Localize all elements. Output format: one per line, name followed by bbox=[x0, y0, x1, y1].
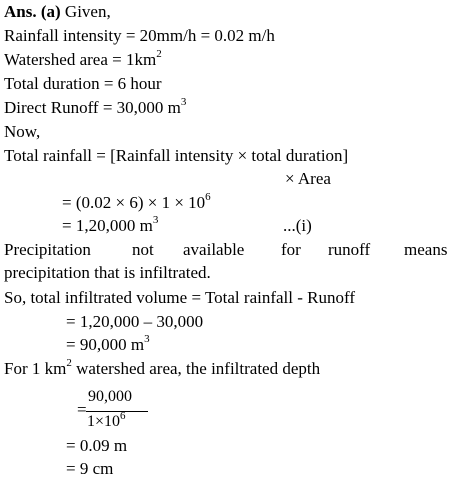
fraction-numerator: 90,000 bbox=[88, 388, 132, 405]
depth-meters: = 0.09 m bbox=[66, 436, 128, 455]
answer-label: Ans. (a) bbox=[4, 2, 61, 21]
rainfall-result bbox=[62, 216, 158, 236]
infiltrated-substitution: = 1,20,000 – 30,000 bbox=[66, 312, 204, 331]
answer-heading bbox=[4, 2, 111, 22]
rainfall-substitution bbox=[62, 193, 211, 213]
rainfall-intensity-line: Rainfall intensity = 20mm/h = 0.02 m/h bbox=[4, 26, 275, 45]
infiltrated-result-exponent: 3 bbox=[144, 333, 150, 346]
watershed-area-exponent: 2 bbox=[156, 48, 162, 61]
infiltrated-definition: precipitation that is infiltrated. bbox=[4, 263, 211, 282]
depth-centimeters: = 9 cm bbox=[66, 459, 114, 478]
rainfall-result-text: = 1,20,000 m bbox=[62, 216, 153, 235]
depth-fraction bbox=[77, 388, 157, 436]
fraction-equals: = bbox=[77, 400, 87, 419]
direct-runoff-line bbox=[4, 98, 186, 118]
word-precipitation: Precipitation bbox=[4, 240, 91, 259]
direct-runoff-exponent: 3 bbox=[180, 96, 187, 109]
denominator-text: 1×10 bbox=[87, 413, 121, 430]
infiltrated-result-text: = 90,000 m bbox=[66, 335, 145, 354]
given-label: Given, bbox=[60, 2, 111, 21]
rainfall-result-exponent: 3 bbox=[152, 214, 159, 227]
watershed-area-line bbox=[4, 50, 162, 70]
total-rainfall-formula: Total rainfall = [Rainfall intensity × total duration] bbox=[4, 146, 349, 165]
area-multiplier: × Area bbox=[285, 169, 331, 188]
infiltrated-volume-formula: So, total infiltrated volume = Total rainfall - Runoff bbox=[4, 288, 356, 307]
total-duration-line: Total duration = 6 hour bbox=[4, 74, 162, 93]
depth-intro-suffix: watershed area, the infiltrated depth bbox=[71, 359, 321, 378]
equation-reference: ...(i) bbox=[283, 216, 312, 235]
rainfall-substitution-exponent: 6 bbox=[205, 191, 211, 204]
denominator-exponent: 6 bbox=[120, 409, 126, 422]
word-not: not bbox=[132, 240, 154, 259]
fraction-denominator bbox=[87, 409, 126, 431]
depth-intro-exponent: 2 bbox=[66, 357, 72, 370]
infiltrated-result bbox=[66, 335, 150, 355]
word-available: available bbox=[183, 240, 245, 259]
direct-runoff-text: Direct Runoff = 30,000 m bbox=[4, 98, 181, 117]
word-runoff: runoff bbox=[328, 240, 371, 259]
word-for: for bbox=[281, 240, 301, 259]
depth-intro-line bbox=[4, 359, 320, 379]
word-means: means bbox=[404, 240, 448, 259]
depth-intro-prefix: For 1 km bbox=[4, 359, 67, 378]
watershed-area-text: Watershed area = 1km bbox=[4, 50, 157, 69]
fraction-bar bbox=[86, 411, 148, 412]
rainfall-substitution-text: = (0.02 × 6) × 1 × 10 bbox=[62, 193, 206, 212]
now-line: Now, bbox=[4, 122, 41, 141]
